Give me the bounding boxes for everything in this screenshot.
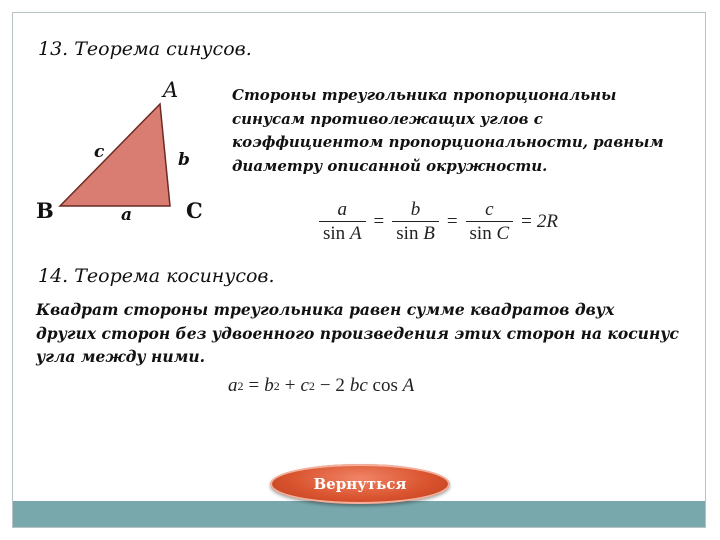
cosine-theorem-description: Квадрат стороны треугольника равен сумме квадратов двух других сторон без удвоенного произведения этих сторон на косинус угла между ними. [36, 300, 679, 366]
sine-theorem-description: Стороны треугольника пропорциональны синусам противолежащих углов с коэффициентом пропорциональности, равным диаметру описанной окружности. [232, 86, 664, 175]
fraction-b [392, 199, 439, 245]
numerator-b: b [410, 199, 421, 220]
vertex-a-label: A [163, 78, 179, 102]
numerator-a: a [337, 199, 348, 220]
cosine-theorem-formula: a 2 = b 2 + c 2 − 2 bc cos A [228, 375, 415, 396]
sine-theorem-formula [316, 196, 558, 248]
numerator-c: c [485, 199, 494, 220]
equals-sign: = [373, 211, 385, 232]
triangle-abc [60, 104, 170, 206]
side-a-label: a [121, 205, 133, 225]
fraction-a [319, 199, 366, 245]
rhs-2r: 2R [536, 211, 558, 232]
vertex-b-label: B [36, 198, 54, 223]
equals-sign: = [446, 211, 458, 232]
side-b-label: b [178, 150, 190, 170]
sine-theorem-title: 13. Теорема синусов. [38, 38, 252, 60]
side-c-label: c [94, 142, 105, 162]
back-button-label: Вернуться [313, 475, 407, 493]
fraction-c [466, 199, 514, 245]
denominator-c: sin C [466, 221, 514, 245]
denominator-b: sin B [392, 221, 439, 245]
equals-sign: = [521, 211, 532, 232]
denominator-a: sin A [319, 221, 366, 245]
cosine-theorem-title: 14. Теорема косинусов. [38, 265, 275, 287]
back-button[interactable] [270, 464, 450, 504]
vertex-c-label: C [186, 198, 203, 223]
bottom-bar [13, 501, 705, 527]
